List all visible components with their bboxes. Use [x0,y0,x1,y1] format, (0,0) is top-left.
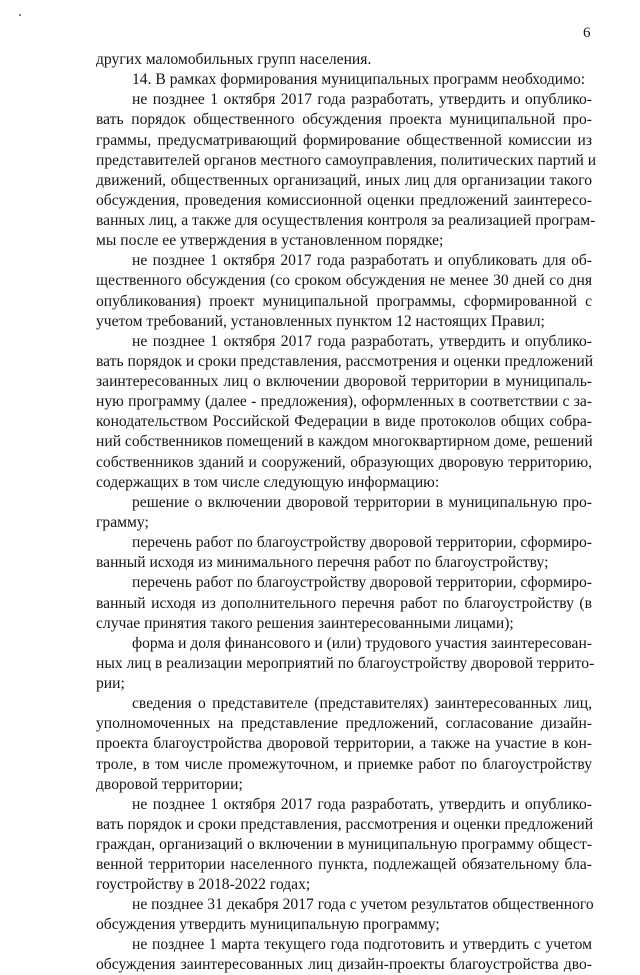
text-line: ных лиц в реализации мероприятий по благоустройству дворовой террито- [96,655,595,672]
text-line: венной территории населенного пункта, подлежащей обязательному бла- [96,856,592,873]
text-line: рии; [96,675,125,692]
text-line: перечень работ по благоустройству дворовой территории, сформиро- [132,574,592,591]
text-line: перечень работ по благоустройству дворовой территории, сформиро- [132,534,592,551]
text-line: обсуждения, проведения комиссионной оценки предложений заинтересо- [96,192,592,209]
text-line: граммы, предусматривающий формирование общественной комиссии из [96,132,592,149]
text-line: опубликования) проект муниципальной программы, сформированной с [96,293,592,310]
text-line: не позднее 31 декабря 2017 года с учетом результатов общественного [132,896,594,913]
text-line: ную программу (далее - предложения), оформленных в соответствии с за- [96,393,592,410]
text-line: граждан, организаций о включении в муниципальную программу общест- [96,836,592,853]
text-line: грамму; [96,514,149,531]
text-line: 14. В рамках формирования муниципальных программ необходимо: [132,71,586,88]
text-line: ванный исходя из минимального перечня работ по благоустройству; [96,554,549,571]
text-line: вать порядок и сроки представления, рассмотрения и оценки предложений [96,353,594,370]
text-line: заинтересованных лиц о включении дворовой территории в муниципаль- [96,373,592,390]
text-line: гоустройству в 2018-2022 годах; [96,876,311,893]
text-line: обсуждения заинтересованных лиц дизайн-проекты благоустройства дво- [96,956,592,973]
text-line: ванных лиц, а также для осуществления контроля за реализацией програм- [96,212,596,229]
text-line: не позднее 1 октября 2017 года разработать, утвердить и опублико- [132,333,592,350]
text-line: вать порядок и сроки представления, рассмотрения и оценки предложений [96,816,594,833]
text-line: ванный исходя из дополнительного перечня работ по благоустройству (в [96,595,592,612]
text-line: не позднее 1 октября 2017 года разработать, утвердить и опублико- [132,796,592,813]
text-line: собственников зданий и сооружений, образующих дворовую территорию, [96,454,592,471]
scan-speck [19,14,21,16]
text-line: движений, общественных организаций, иных лиц для организации такого [96,172,592,189]
text-line: решение о включении дворовой территории в муниципальную про- [132,494,592,511]
text-line: троле, в том числе промежуточном, и приемке работ по благоустройству [96,756,592,773]
text-line: представителей органов местного самоуправления, политических партий и [96,152,597,169]
text-line: конодательством Российской Федерации в виде протоколов общих собра- [96,413,592,430]
text-line: учетом требований, установленных пунктом 12 настоящих Правил; [96,313,545,330]
text-line: других маломобильных групп населения. [96,51,372,68]
text-line: дворовой территории; [96,776,243,793]
text-line: уполномоченных на представление предложений, согласование дизайн- [96,715,592,732]
text-line: не позднее 1 марта текущего года подготовить и утвердить с учетом [132,936,592,953]
text-line: ний собственников помещений в каждом многоквартирном доме, решений [96,433,593,450]
text-line: содержащих в том числе следующую информацию: [96,474,440,491]
text-line: проекта благоустройства дворовой территории, а также на участие в кон- [96,735,592,752]
text-line: случае принятия такого решения заинтересованными лицами); [96,615,514,632]
page-number: 6 [583,25,591,41]
text-line: вать порядок общественного обсуждения проекта муниципальной про- [96,111,592,128]
text-line: форма и доля финансового и (или) трудового участия заинтересован- [132,635,592,652]
text-line: мы после ее утверждения в установленном порядке; [96,232,444,249]
text-line: не позднее 1 октября 2017 года разработать, утвердить и опублико- [132,91,592,108]
text-line: щественного обсуждения (со сроком обсуждения не менее 30 дней со дня [96,272,592,289]
text-line: обсуждения утвердить муниципальную программу; [96,916,440,933]
text-line: не позднее 1 октября 2017 года разработать и опубликовать для об- [132,252,592,269]
text-line: сведения о представителе (представителях) заинтересованных лиц, [132,695,592,712]
